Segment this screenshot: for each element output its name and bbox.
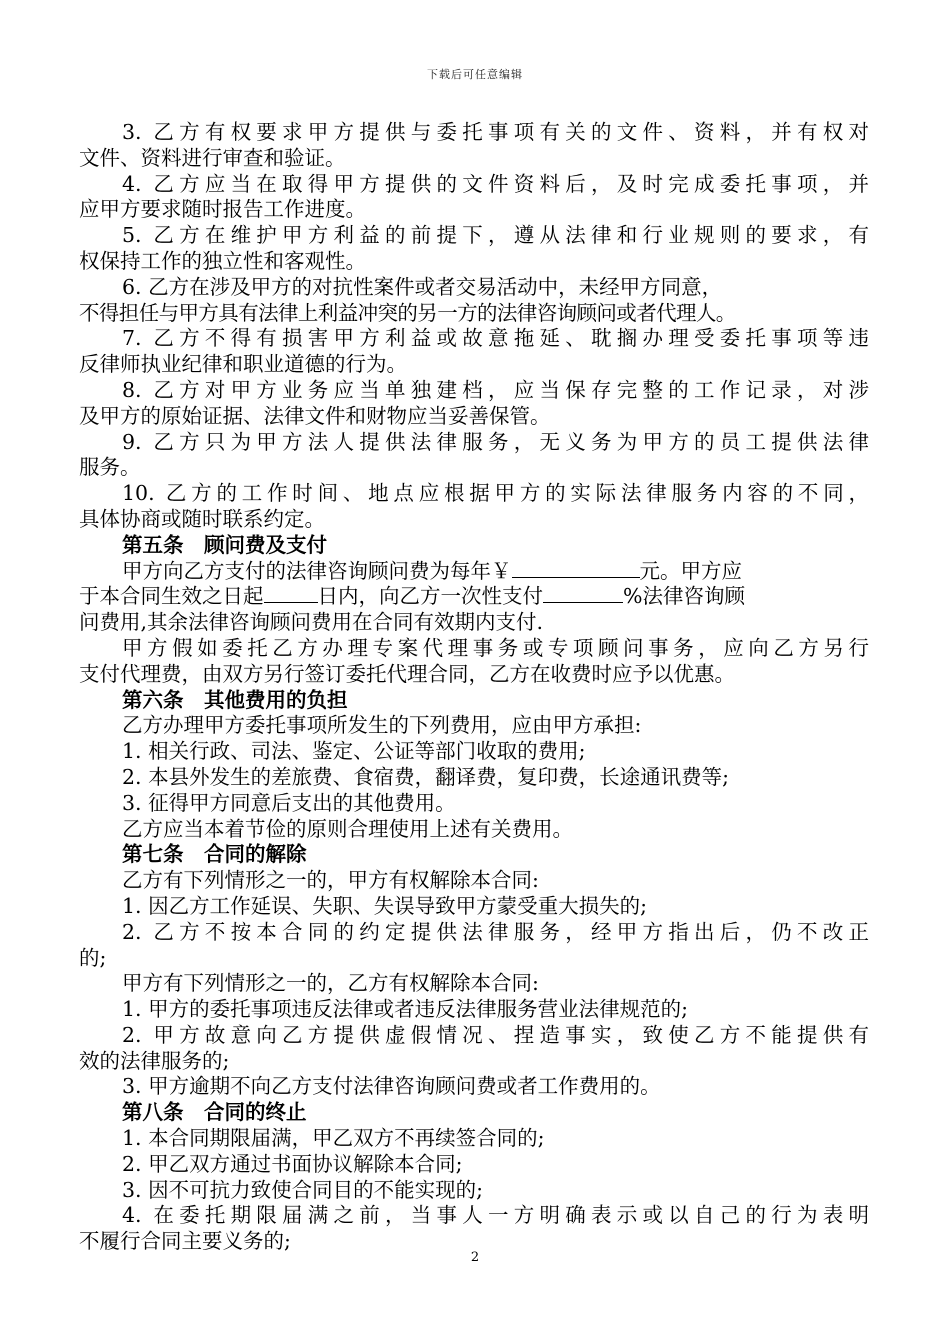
fee-amount-blank[interactable] bbox=[512, 559, 640, 578]
text-line: 及甲方的原始证据、法律文件和财物应当妥善保管。 bbox=[79, 403, 551, 428]
text-line: 3. 乙方有权要求甲方提供与委托事项有关的文件、资料，并有权对 bbox=[122, 120, 869, 144]
list-item: 1. 甲方的委托事项违反法律或者违反法律服务营业法律规范的; bbox=[122, 997, 688, 1022]
text-line: 问费用,其余法律咨询顾问费用在合同有效期内支付. bbox=[79, 610, 544, 635]
text-line: 乙方有下列情形之一的，甲方有权解除本合同: bbox=[122, 868, 539, 893]
text-line: 甲方假如委托乙方办理专案代理事务或专项顾问事务，应向乙方另行 bbox=[122, 635, 869, 660]
days-blank[interactable] bbox=[264, 584, 318, 603]
list-item: 3. 因不可抗力致使合同目的不能实现的; bbox=[122, 1177, 483, 1202]
text-segment: 于本合同生效之日起 bbox=[79, 584, 264, 609]
percent-blank[interactable] bbox=[543, 584, 623, 603]
list-item: 1. 因乙方工作延误、失职、失误导致甲方蒙受重大损失的; bbox=[122, 893, 647, 918]
section-heading-6: 第六条 其他费用的负担 bbox=[122, 687, 348, 712]
list-item: 4. 在委托期限届满之前，当事人一方明确表示或以自己的行为表明 bbox=[122, 1203, 869, 1228]
text-line bbox=[79, 584, 869, 610]
section-heading-5: 第五条 顾问费及支付 bbox=[122, 532, 327, 557]
list-item: 2. 甲方故意向乙方提供虚假情况、捏造事实，致使乙方不能提供有 bbox=[122, 1022, 869, 1047]
text-line: 乙方办理甲方委托事项所发生的下列费用，应由甲方承担: bbox=[122, 713, 642, 738]
text-line: 5. 乙方在维护甲方利益的前提下，遵从法律和行业规则的要求，有 bbox=[122, 223, 869, 248]
list-item: 2. 本县外发生的差旅费、食宿费，翻译费，复印费，长途通讯费等; bbox=[122, 764, 729, 789]
document-body bbox=[79, 120, 869, 1255]
text-line: 7. 乙方不得有损害甲方利益或故意拖延、耽搁办理受委托事项等违 bbox=[122, 326, 869, 351]
text-line: 不得担任与甲方具有法律上利益冲突的另一方的法律咨询顾问或者代理人。 bbox=[79, 300, 736, 325]
text-line: 的; bbox=[79, 945, 107, 970]
text-line: 应甲方要求随时报告工作进度。 bbox=[79, 197, 366, 222]
list-item: 3. 征得甲方同意后支出的其他费用。 bbox=[122, 790, 456, 815]
text-line: 6. 乙方在涉及甲方的对抗性案件或者交易活动中，未经甲方同意， bbox=[122, 274, 723, 299]
text-line: 乙方应当本着节俭的原则合理使用上述有关费用。 bbox=[122, 816, 573, 841]
text-line: 9. 乙方只为甲方法人提供法律服务，无义务为甲方的员工提供法律 bbox=[122, 429, 869, 454]
text-line: 4. 乙方应当在取得甲方提供的文件资料后，及时完成委托事项，并 bbox=[122, 171, 869, 196]
text-line: 支付代理费，由双方另行签订委托代理合同，乙方在收费时应予以优惠。 bbox=[79, 661, 735, 686]
text-line: 8. 乙方对甲方业务应当单独建档，应当保存完整的工作记录，对涉 bbox=[122, 377, 869, 402]
list-item: 3. 甲方逾期不向乙方支付法律咨询顾问费或者工作费用的。 bbox=[122, 1074, 661, 1099]
text-line: 具体协商或随时联系约定。 bbox=[79, 506, 325, 531]
text-segment: %法律咨询顾 bbox=[623, 584, 745, 609]
page-header: 下载后可任意编辑 bbox=[427, 68, 523, 81]
list-item: 1. 本合同期限届满，甲乙双方不再续签合同的; bbox=[122, 1126, 545, 1151]
text-line: 效的法律服务的; bbox=[79, 1048, 230, 1073]
page-number: 2 bbox=[470, 1250, 480, 1265]
text-line: 10. 乙方的工作时间、地点应根据甲方的实际法律服务内容的不同， bbox=[122, 481, 869, 506]
text-segment: 日内，向乙方一次性支付 bbox=[317, 584, 543, 609]
text-segment: 元。甲方应 bbox=[639, 558, 742, 583]
text-line: 不履行合同主要义务的; bbox=[79, 1229, 291, 1254]
text-line: 反律师执业纪律和职业道德的行为。 bbox=[79, 352, 407, 377]
list-item: 1. 相关行政、司法、鉴定、公证等部门收取的费用; bbox=[122, 739, 586, 764]
section-heading-8: 第八条 合同的终止 bbox=[122, 1100, 307, 1125]
text-line: 文件、资料进行审查和验证。 bbox=[79, 145, 346, 170]
section-heading-7: 第七条 合同的解除 bbox=[122, 842, 307, 867]
list-item: 2. 乙方不按本合同的约定提供法律服务，经甲方指出后，仍不改正 bbox=[122, 919, 869, 944]
text-segment: 甲方向乙方支付的法律咨询顾问费为每年￥ bbox=[122, 558, 512, 583]
text-line: 权保持工作的独立性和客观性。 bbox=[79, 248, 366, 273]
text-line: 甲方有下列情形之一的，乙方有权解除本合同: bbox=[122, 971, 539, 996]
list-item: 2. 甲乙双方通过书面协议解除本合同; bbox=[122, 1151, 463, 1176]
text-line bbox=[79, 559, 869, 585]
text-line: 服务。 bbox=[79, 455, 141, 480]
